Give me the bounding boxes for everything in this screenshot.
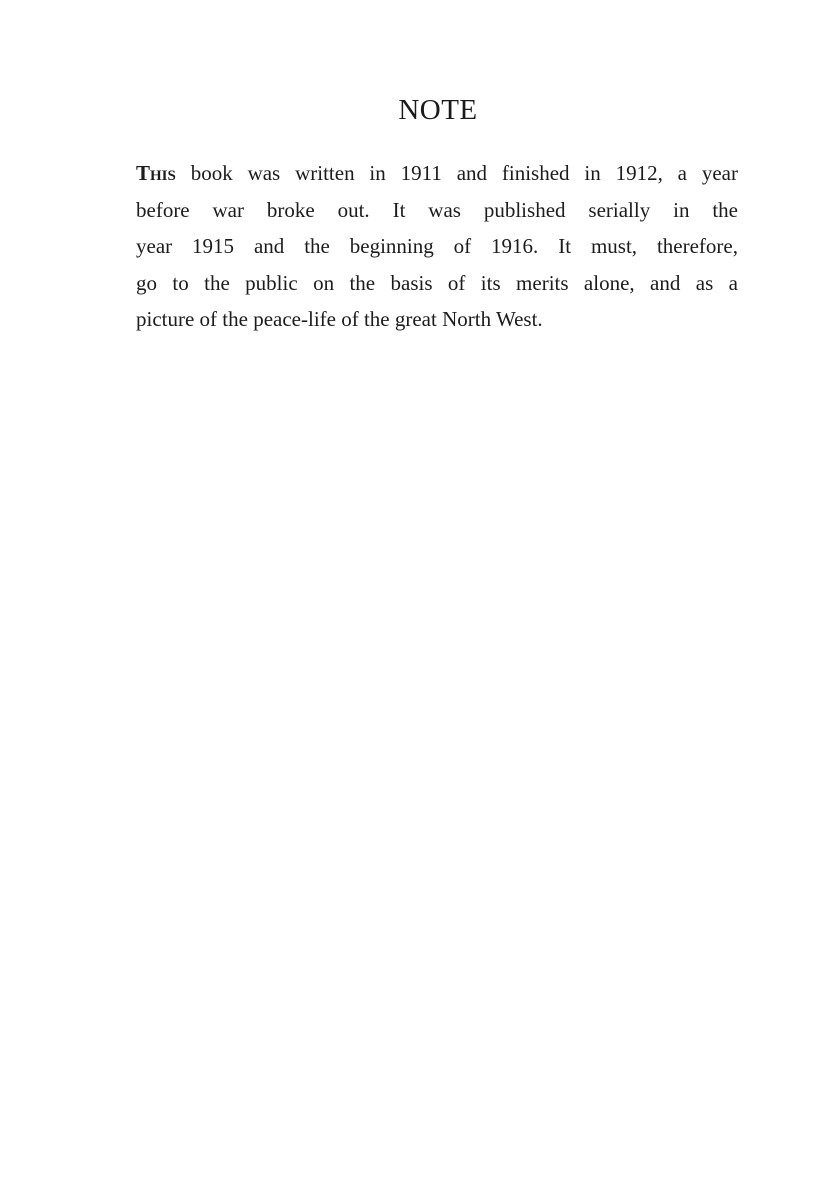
paragraph-line-2: before war broke out. It was published serially in the xyxy=(136,197,738,222)
paragraph-line-5: picture of the peace-life of the great North West. xyxy=(136,307,543,331)
line-1-text: book was written in 1911 and finished in 1912, a year xyxy=(175,161,738,185)
note-paragraph xyxy=(136,155,738,338)
paragraph-line-1 xyxy=(136,155,738,192)
page-heading: NOTE xyxy=(398,94,478,126)
paragraph-line-4: go to the public on the basis of its merits alone, and as a xyxy=(136,270,738,295)
paragraph-line-3: year 1915 and the beginning of 1916. It must, therefore, xyxy=(136,234,738,258)
lead-word: This xyxy=(136,161,176,185)
